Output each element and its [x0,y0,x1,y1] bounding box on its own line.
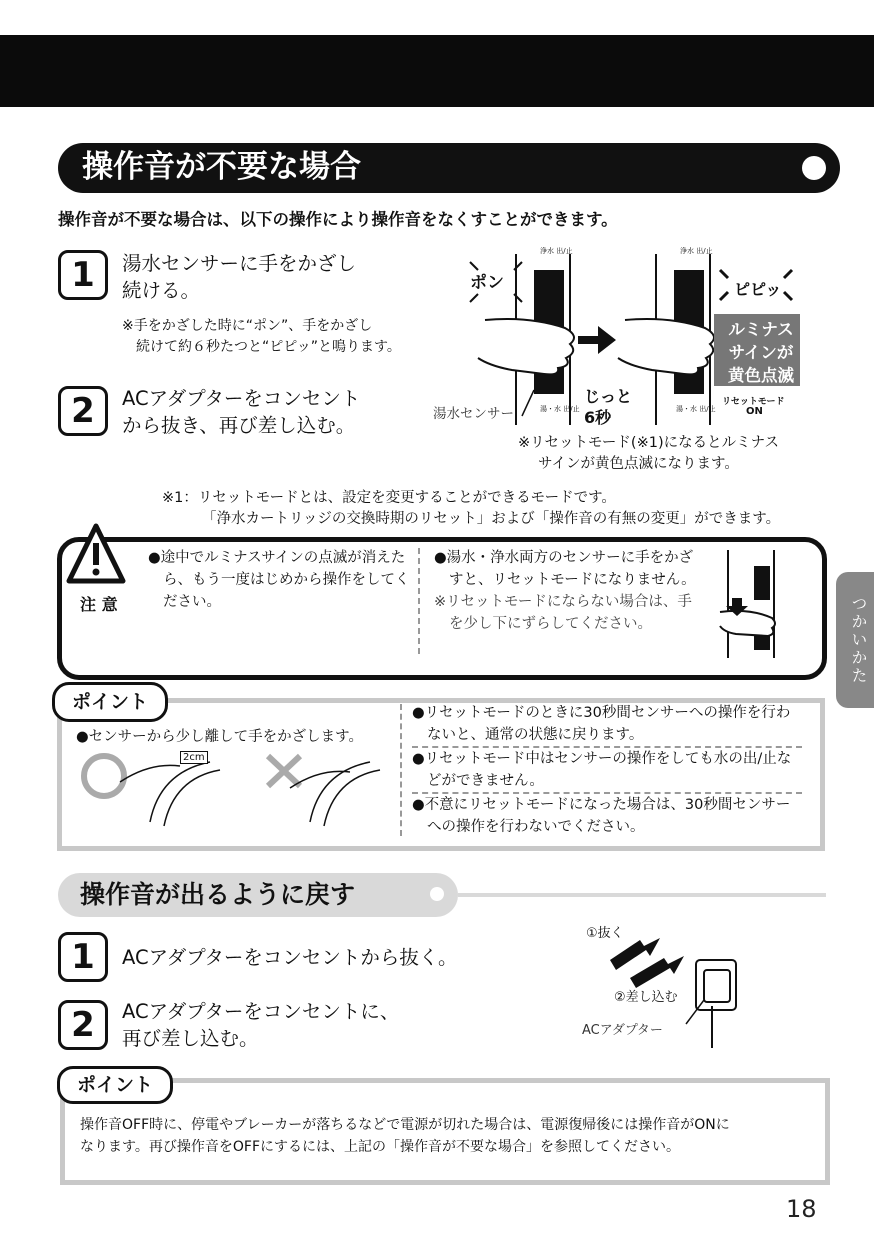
insert-label: ②差し込む [614,990,678,1005]
point2-text [80,1114,730,1158]
section2-rule [458,893,826,897]
section2-title: 操作音が出るように戻す [80,880,356,909]
footnote1: ※1：リセットモードとは、設定を変更することができるモードです。 [162,490,616,506]
step-1-number: 1 [58,250,108,300]
caution-col1-line: ●途中でルミナスサインの点滅が消えた [148,550,406,566]
point2-line2: なります。再び操作音をOFFにするには、上記の「操作音が不要な場合」を参照してください。 [80,1139,681,1155]
point-item-line: ●リセットモードのときに30秒間センサーへの操作を行わ [412,705,791,721]
point2-line1: 操作音OFF時に、停電やブレーカーが落ちるなどで電源が切れた場合は、電源復帰後には操作音がONに [80,1117,730,1133]
point-divider [400,704,402,836]
section2-dot [430,887,444,901]
footnote2: 「浄水カートリッジの交換時期のリセット」および「操作音の有無の変更」ができます。 [202,511,781,527]
point-item-line: どができません。 [427,773,544,789]
caution-col1-line: ださい。 [163,594,221,610]
intro-text: 操作音が不要な場合は、以下の操作により操作音をなくすことができます。 [58,210,618,229]
point-item-line: ●不意にリセットモードになった場合は、30秒間センサー [412,797,791,813]
sensor-label: 湯水センサー [433,406,514,422]
page-number: 18 [786,1195,817,1223]
sound-pipi: ピピッ [734,280,782,299]
lumi-line3: 黄色点滅 [728,366,794,385]
caution-col2-line: ●湯水・浄水両方のセンサーに手をかざ [434,550,694,566]
lumi-line1: ルミナス [728,320,794,339]
step-2-number: 2 [58,386,108,436]
hand-sensor-icon [716,548,780,660]
reset-on-label: ON [746,406,763,417]
caution-col2 [434,547,696,635]
sensor-top-label-left: 浄水 出/止 [540,247,573,255]
caution-col1 [148,547,410,613]
hold-line1: じっと [584,387,633,406]
caution-label: 注 意 [80,595,118,614]
s2-step-2-line2: 再び差し込む。 [122,1027,259,1050]
reset-mode-label: リセットモード [722,397,785,407]
sound-pon: ポン [470,273,504,293]
distance-label: 2cm [180,751,208,764]
caution-col2-line: すと、リセットモードになりません。 [449,572,696,588]
lumi-line2: サインが [728,343,794,362]
sensor-top-label-right: 浄水 出/止 [680,247,713,255]
s2-step-2-line1: ACアダプターをコンセントに、 [122,1000,400,1023]
figure-caption1: ※リセットモード(※1)になるとルミナス [518,435,780,451]
adapter-label: ACアダプター [582,1023,663,1038]
step-2-line2: から抜き、再び差し込む。 [122,414,356,437]
step-2-line1: ACアダプターをコンセント [122,387,361,410]
step-1-note2: 続けて約６秒たつと“ピピッ”と鳴ります。 [136,339,401,355]
caution-col2-line: を少し下にずらしてください。 [449,616,652,632]
side-tab[interactable]: つかいかた [836,572,874,708]
caution-divider [418,548,420,654]
point-item-1 [412,702,790,746]
s2-step-2-number: 2 [58,1000,108,1050]
step-1-line1: 湯水センサーに手をかざし [122,252,357,275]
warning-icon [66,523,126,585]
hold-line2: 6秒 [584,408,612,427]
figure-caption2: サインが黄色点滅になります。 [538,456,739,472]
caution-col2-line: ※リセットモードにならない場合は、手 [434,594,692,610]
pull-label: ①抜く [586,926,624,941]
point-item-line: ないと、通常の状態に戻ります。 [427,727,644,743]
point-label: ポイント [52,682,168,722]
s2-step-1-number: 1 [58,932,108,982]
point-left-text: ●センサーから少し離して手をかざします。 [76,729,363,745]
point-item-line: ●リセットモード中はセンサーの操作をしても水の出/止な [412,751,792,767]
title-dot [802,156,826,180]
step-1-note1: ※手をかざした時に“ポン”、手をかざし [122,318,373,334]
point2-label: ポイント [57,1066,173,1104]
sensor-bottom-label-left: 湯・水 出/止 [540,405,580,413]
point-item-line: への操作を行わないでください。 [427,819,645,835]
step-1-line2: 続ける。 [122,279,201,302]
sensor-bottom-label-right: 湯・水 出/止 [676,405,716,413]
caution-col1-line: ら、もう一度はじめから操作をしてく [163,572,410,588]
header-bar [0,35,874,107]
lumi-sign-text [718,318,804,387]
s2-step-1-text: ACアダプターをコンセントから抜く。 [122,946,458,969]
point-item-2 [412,748,791,792]
section-title: 操作音が不要な場合 [82,149,361,185]
point-item-3 [412,794,790,838]
distance-illustration [80,752,390,830]
